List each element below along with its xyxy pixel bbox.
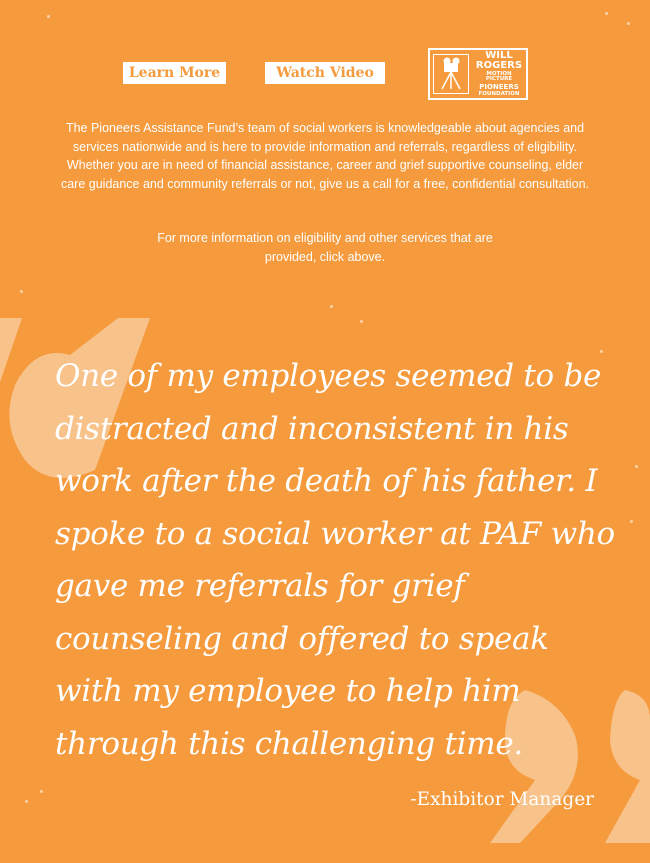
speckle	[360, 320, 363, 323]
watch-video-button[interactable]: Watch Video	[265, 62, 385, 84]
speckle	[627, 22, 630, 25]
intro-paragraph: The Pioneers Assistance Fund’s team of social workers is knowledgeable about agencies and services nationwide and is here to provide information and referrals, regardless of eligibility. Whether you are in need of financial assistance, career and grief supportive counseling, elder care guidance and community referrals or not, give us a call for a free, confidential consultation.	[60, 121, 590, 191]
will-rogers-logo[interactable]	[428, 48, 528, 100]
camera-icon	[433, 54, 469, 94]
learn-more-button[interactable]: Learn More	[123, 62, 226, 84]
testimonial-quote: One of my employees seemed to be distracted and inconsistent in his work after the death of his father. I spoke to a social worker at PAF who gave me referrals for grief counseling and offered to speak with my employee to help him through this challenging time.	[55, 358, 615, 762]
logo-line-motion-picture: MOTION PICTURE	[485, 70, 513, 83]
speckle	[330, 305, 333, 308]
more-info-text: For more information on eligibility and other services that are provided, click above.	[157, 231, 493, 264]
logo-line-will: WILL	[485, 49, 513, 61]
speckle	[635, 465, 638, 468]
speckle	[25, 800, 28, 803]
logo-line-foundation: FOUNDATION	[478, 90, 520, 97]
speckle	[630, 520, 633, 523]
logo-line-rogers: ROGERS	[475, 59, 523, 71]
speckle	[47, 15, 50, 18]
speckle	[40, 790, 43, 793]
logo-line-pioneers: PIONEERS	[479, 82, 519, 91]
testimonial-attribution: -Exhibitor Manager	[410, 789, 594, 810]
logo-text	[475, 51, 523, 98]
speckle	[20, 290, 23, 293]
speckle	[605, 12, 608, 15]
